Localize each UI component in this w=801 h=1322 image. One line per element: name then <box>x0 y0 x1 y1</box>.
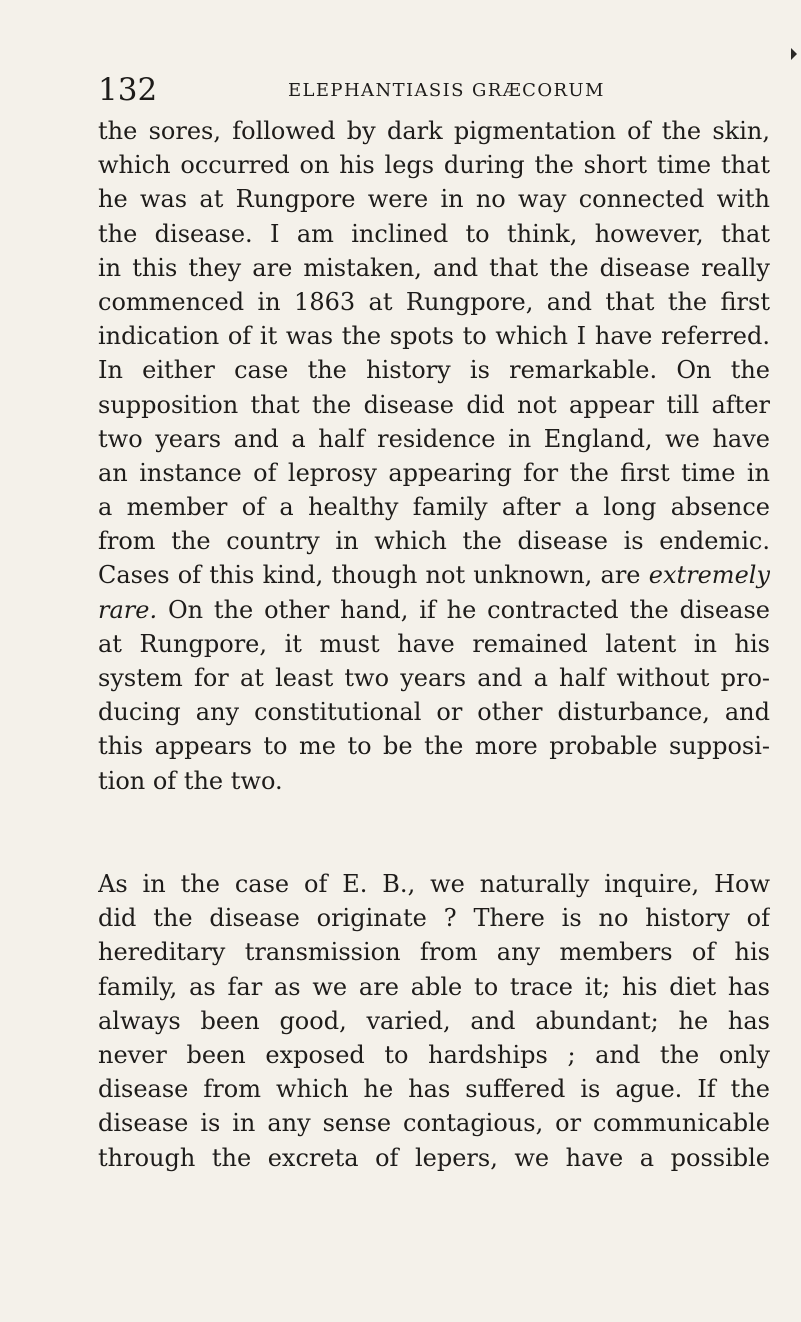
paragraph-1-line <box>98 593 770 627</box>
paragraph-1-line: indication of it was the spots to which I have referred. <box>98 322 770 351</box>
paragraph-1-line: supposition that the disease did not appear till after <box>98 390 770 419</box>
page-header <box>98 68 770 112</box>
line-text-tail: On the other hand, if he contracted the disease <box>157 595 770 624</box>
paragraph-2-line: disease is in any sense contagious, or communicable <box>98 1109 770 1138</box>
running-head: ELEPHANTIASIS GRÆCORUM <box>288 80 605 101</box>
paragraph-1-line: ducing any constitutional or other disturbance, and <box>98 698 770 727</box>
paragraph-1-line: in this they are mistaken, and that the disease really <box>98 253 770 282</box>
paragraph-1-line: commenced in 1863 at Rungpore, and that the first <box>98 287 770 316</box>
paragraph-1-line: In either case the history is remarkable. On the <box>98 356 770 385</box>
paragraph-2-line: hereditary transmission from any members of his <box>98 938 770 967</box>
paragraph-1-line: which occurred on his legs during the short time that <box>98 151 770 180</box>
paragraph-1-line: tion of the two. <box>98 766 283 795</box>
paragraph-2-line: family, as far as we are able to trace it; his diet has <box>98 972 770 1001</box>
paragraph-2-line: did the disease originate ? There is no history of <box>98 904 770 933</box>
paragraph-1-line: he was at Rungpore were in no way connected with <box>98 185 770 214</box>
page-edge-marker <box>791 48 797 60</box>
paragraph-1-line: a member of a healthy family after a long absence <box>98 493 770 522</box>
line-text: Cases of this kind, though not unknown, are <box>98 561 641 590</box>
paragraph-2-line: always been good, varied, and abundant; he has <box>98 1006 770 1035</box>
paragraph-1-line: the sores, followed by dark pigmentation of the skin, <box>98 117 770 145</box>
paragraph-2 <box>98 867 770 1175</box>
italic-rare: rare. <box>98 595 158 624</box>
paragraph-1 <box>98 114 770 798</box>
paragraph-2-line: never been exposed to hardships ; and the only <box>98 1040 770 1069</box>
italic-emphasis: extremely <box>648 561 770 590</box>
paragraph-2-line: disease from which he has suffered is ague. If the <box>98 1075 770 1104</box>
paragraph-1-line: this appears to me to be the more probable supposi- <box>98 732 770 761</box>
paragraph-1-line: two years and a half residence in England, we have <box>98 424 770 453</box>
page-number: 132 <box>98 72 158 108</box>
paragraph-1-line: the disease. I am inclined to think, however, that <box>98 219 770 248</box>
paragraph-1-line-with-italic <box>98 558 770 592</box>
paragraph-2-line: As in the case of E. B., we naturally inquire, How <box>98 870 770 898</box>
paragraph-1-line: system for at least two years and a half without pro- <box>98 664 770 692</box>
paragraph-1-line: from the country in which the disease is endemic. <box>98 527 770 556</box>
paragraph-2-line: through the excreta of lepers, we have a possible <box>98 1143 770 1172</box>
paragraph-1-line: at Rungpore, it must have remained latent in his <box>98 629 770 658</box>
paragraph-1-line: an instance of leprosy appearing for the first time in <box>98 458 770 487</box>
